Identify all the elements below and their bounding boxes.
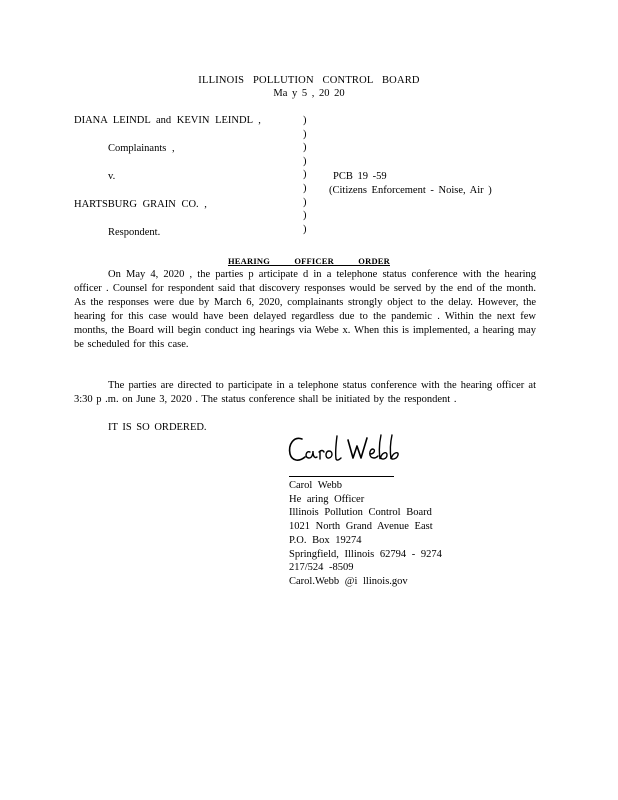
- signer-po-box: P.O. Box 19274: [289, 534, 362, 546]
- signer-email: Carol.Webb @i llinois.gov: [289, 575, 408, 587]
- complainants-names: DIANA LEINDL and KEVIN LEINDL ,: [74, 115, 261, 126]
- signature-line: [289, 476, 394, 477]
- order-date: Ma y 5 , 20 20: [273, 88, 345, 99]
- caption-paren: ): [303, 155, 307, 167]
- caption-paren: ): [303, 223, 307, 235]
- case-type: (Citizens Enforcement - Noise, Air ): [329, 185, 492, 196]
- case-caption: [74, 114, 544, 244]
- closing-statement: IT IS SO ORDERED.: [108, 422, 207, 433]
- caption-paren: ): [303, 115, 307, 126]
- document-header: [0, 74, 618, 100]
- signer-name: Carol Webb: [289, 480, 342, 491]
- order-paragraph-2: The parties are directed to participate in a telephone status conference with the hearing officer at 3:30 p .m. on June 3, 2020 . The status conference shall be initiated by the respondent .: [74, 380, 536, 405]
- signer-city-state-zip: Springfield, Illinois 62794 - 9274: [289, 548, 442, 560]
- signer-street: 1021 North Grand Avenue East: [289, 521, 433, 533]
- handwritten-signature: [286, 430, 416, 470]
- signer-title: He aring Officer: [289, 493, 365, 505]
- complainants-label: Complainants ,: [108, 143, 175, 154]
- respondent-label: Respondent.: [108, 227, 161, 238]
- caption-paren: ): [303, 169, 307, 181]
- case-number: PCB 19 -59: [333, 171, 387, 182]
- order-paragraph-1: On May 4, 2020 , the parties p articipate d in a telephone status conference with the hearing officer . Counsel for respondent said that discovery responses would be served by the end of the month. As the responses were due by March 6, 2020, complainants strongly object to the delay. However, the hearing for this case would have been delayed regardless due to the pandemic . Within the next few months, the Board will begin conduct ing hearings via Webe x. When this is implemented, a hearing may be scheduled for this case.: [74, 269, 536, 350]
- versus-label: v.: [108, 171, 116, 182]
- signer-phone: 217/524 -8509: [289, 562, 354, 574]
- caption-paren: ): [303, 210, 307, 222]
- agency-name: ILLINOIS POLLUTION CONTROL BOARD: [198, 75, 420, 86]
- signer-organization: Illinois Pollution Control Board: [289, 507, 432, 519]
- order-title: HEARING OFFICER ORDER: [227, 256, 390, 266]
- signature-block: [289, 479, 442, 589]
- caption-paren: ): [303, 183, 307, 194]
- caption-paren: ): [303, 128, 307, 140]
- caption-paren: ): [303, 196, 307, 208]
- respondent-name: HARTSBURG GRAIN CO. ,: [74, 199, 207, 210]
- caption-paren: ): [303, 142, 307, 154]
